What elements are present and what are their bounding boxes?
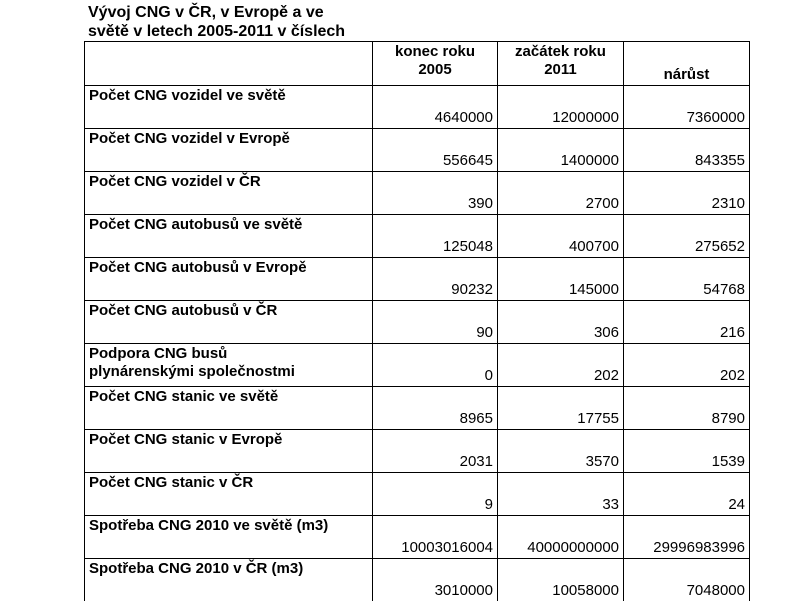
row-label: Spotřeba CNG 2010 v ČR (m3)	[89, 560, 303, 577]
value-2011-cell: 202	[498, 344, 624, 387]
growth-cell: 8790	[624, 387, 750, 430]
row-label: Počet CNG vozidel ve světě	[89, 87, 286, 104]
table-row	[85, 387, 750, 430]
value-2011-cell: 3570	[498, 430, 624, 473]
growth-cell: 843355	[624, 129, 750, 172]
table-row	[85, 473, 750, 516]
row-label-cell	[85, 258, 373, 301]
row-label-cell	[85, 559, 373, 601]
table-row	[85, 559, 750, 601]
value-2011-cell: 306	[498, 301, 624, 344]
value-2011-cell: 2700	[498, 172, 624, 215]
row-label: Spotřeba CNG 2010 ve světě (m3)	[89, 517, 328, 534]
value-2005-cell: 8965	[373, 387, 498, 430]
row-label: Počet CNG stanic ve světě	[89, 388, 278, 405]
value-2011-cell: 33	[498, 473, 624, 516]
growth-cell: 202	[624, 344, 750, 387]
value-2011-cell: 400700	[498, 215, 624, 258]
value-2005-cell: 390	[373, 172, 498, 215]
row-label-cell	[85, 172, 373, 215]
value-2005-cell: 0	[373, 344, 498, 387]
row-label-cell	[85, 215, 373, 258]
row-label-line-2: plynárenskými společnostmi	[89, 363, 368, 381]
table-row	[85, 215, 750, 258]
growth-cell: 216	[624, 301, 750, 344]
row-label-cell	[85, 473, 373, 516]
row-label: Počet CNG vozidel v ČR	[89, 173, 261, 190]
header-col-growth: nárůst	[624, 42, 750, 86]
growth-cell: 29996983996	[624, 516, 750, 559]
table-row	[85, 301, 750, 344]
table-header-row	[85, 42, 750, 86]
value-2005-cell: 2031	[373, 430, 498, 473]
row-label: Počet CNG stanic v Evropě	[89, 431, 282, 448]
value-2005-cell: 10003016004	[373, 516, 498, 559]
row-label: Počet CNG autobusů v Evropě	[89, 259, 307, 276]
table-row	[85, 129, 750, 172]
header-col-2005-line-1: konec roku	[377, 43, 493, 61]
value-2005-cell: 125048	[373, 215, 498, 258]
value-2011-cell: 10058000	[498, 559, 624, 601]
value-2005-cell: 90232	[373, 258, 498, 301]
table-row	[85, 258, 750, 301]
value-2011-cell: 145000	[498, 258, 624, 301]
row-label-cell	[85, 430, 373, 473]
row-label-cell	[85, 516, 373, 559]
growth-cell: 24	[624, 473, 750, 516]
growth-cell: 54768	[624, 258, 750, 301]
growth-cell: 275652	[624, 215, 750, 258]
value-2005-cell: 556645	[373, 129, 498, 172]
growth-cell: 7048000	[624, 559, 750, 601]
row-label-cell	[85, 86, 373, 129]
row-label: Počet CNG vozidel v Evropě	[89, 130, 290, 147]
value-2011-cell: 17755	[498, 387, 624, 430]
header-col-2011-line-2: 2011	[502, 61, 619, 79]
row-label: Podpora CNG busů	[89, 345, 227, 362]
row-label: Počet CNG autobusů ve světě	[89, 216, 302, 233]
table-row	[85, 86, 750, 129]
value-2011-cell: 12000000	[498, 86, 624, 129]
row-label: Počet CNG stanic v ČR	[89, 474, 253, 491]
header-col-2005-line-2: 2005	[377, 61, 493, 79]
row-label: Počet CNG autobusů v ČR	[89, 302, 277, 319]
table-row	[85, 344, 750, 387]
value-2005-cell: 9	[373, 473, 498, 516]
value-2005-cell: 4640000	[373, 86, 498, 129]
header-col-2005	[373, 42, 498, 86]
header-col-2011	[498, 42, 624, 86]
row-label-cell	[85, 344, 373, 387]
value-2011-cell: 40000000000	[498, 516, 624, 559]
table-row	[85, 430, 750, 473]
value-2005-cell: 90	[373, 301, 498, 344]
header-blank-cell	[85, 42, 373, 86]
sheet-title-line-1: Vývoj CNG v ČR, v Evropě a ve	[88, 3, 345, 22]
growth-cell: 2310	[624, 172, 750, 215]
growth-cell: 1539	[624, 430, 750, 473]
growth-cell: 7360000	[624, 86, 750, 129]
row-label-cell	[85, 387, 373, 430]
row-label-cell	[85, 301, 373, 344]
table-row	[85, 516, 750, 559]
row-label-cell	[85, 129, 373, 172]
sheet-title	[88, 3, 345, 41]
table-row	[85, 172, 750, 215]
value-2011-cell: 1400000	[498, 129, 624, 172]
value-2005-cell: 3010000	[373, 559, 498, 601]
header-col-2011-line-1: začátek roku	[502, 43, 619, 61]
data-table	[84, 41, 750, 601]
sheet-title-line-2: světě v letech 2005-2011 v číslech	[88, 22, 345, 41]
